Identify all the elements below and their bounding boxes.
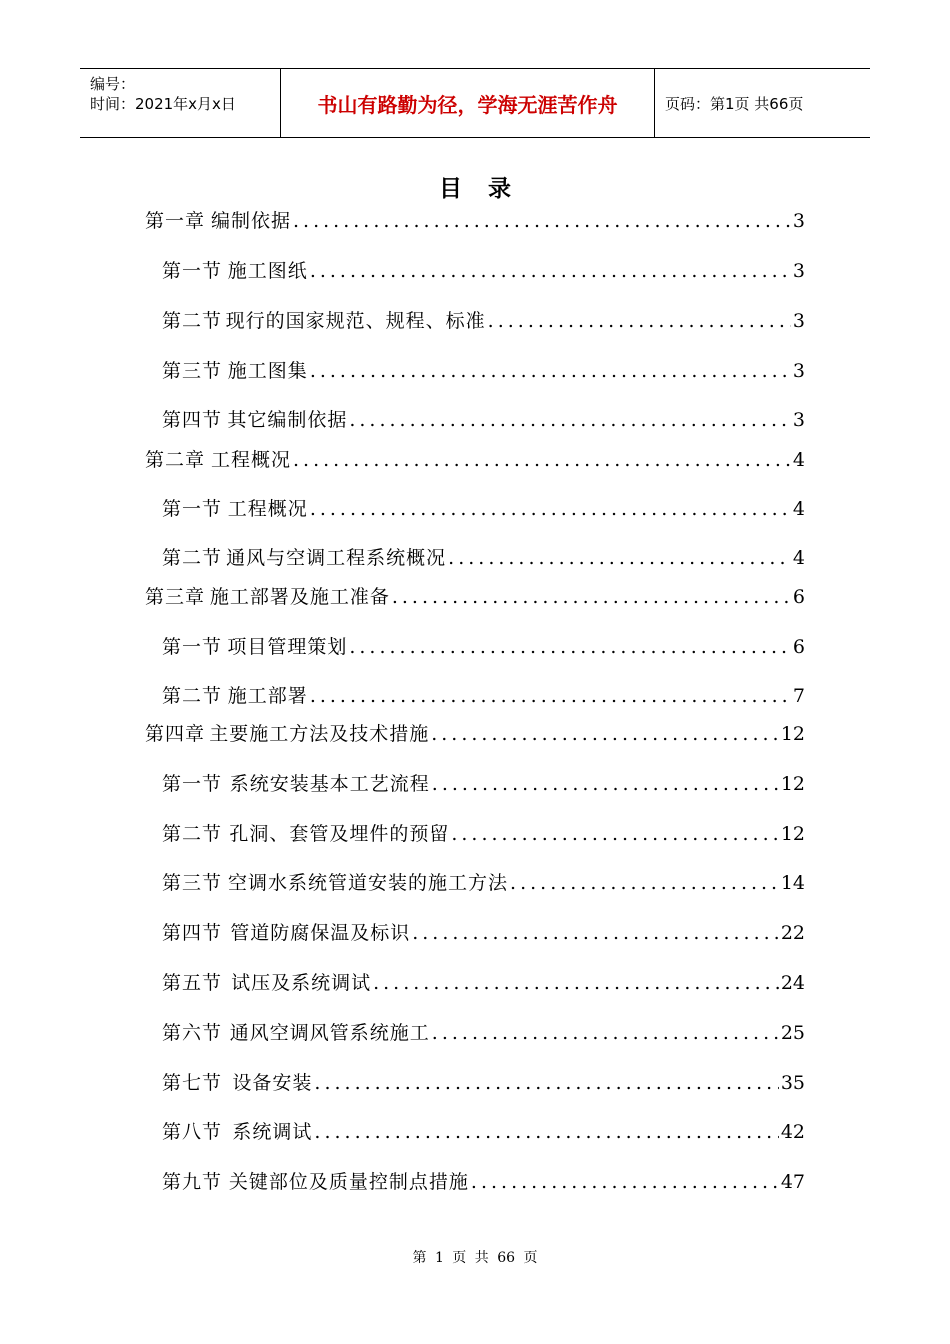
toc-entry-number: 第四节 <box>162 922 223 944</box>
toc-entry-title: 施工部署 <box>227 685 308 707</box>
toc-entry-page: 6 <box>792 636 805 658</box>
toc-dot-leader <box>392 584 791 610</box>
toc-entry-number: 第二节 <box>162 823 223 845</box>
toc-section-entry[interactable] <box>162 496 805 522</box>
toc-entry-number: 第九节 <box>162 1171 223 1193</box>
toc-entry-page: 25 <box>780 1022 805 1044</box>
toc-section-entry[interactable] <box>162 870 805 896</box>
toc-entry-page: 12 <box>780 723 805 745</box>
toc-dot-leader <box>488 308 791 334</box>
toc-entry-number: 第四节 <box>162 409 223 431</box>
toc-dot-leader <box>432 1020 779 1046</box>
toc-chapter-entry[interactable] <box>145 584 805 610</box>
toc-entry-number: 第八节 <box>162 1121 223 1143</box>
toc-entry-number: 第四章 <box>145 723 206 745</box>
toc-entry-title: 工程概况 <box>227 498 308 520</box>
toc-entry-number: 第二节 <box>162 547 223 569</box>
toc-entry-title: 施工图集 <box>227 360 308 382</box>
toc-entry-page: 14 <box>780 872 805 894</box>
toc-entry-title: 现行的国家规范、规程、标准 <box>225 310 486 332</box>
toc-entry-number: 第三节 <box>162 360 223 382</box>
toc-entry-page: 3 <box>792 260 805 282</box>
toc-dot-leader <box>451 821 778 847</box>
toc-entry-number: 第二节 <box>162 685 223 707</box>
toc-entry-title: 工程概况 <box>211 449 292 471</box>
toc-dot-leader <box>412 920 779 946</box>
toc-entry-page: 4 <box>792 498 805 520</box>
toc-entry-title: 通风与空调工程系统概况 <box>226 547 447 569</box>
toc-dot-leader <box>373 970 779 996</box>
page-header <box>80 68 870 138</box>
toc-dot-leader <box>471 1169 779 1195</box>
toc-dot-leader <box>310 683 791 709</box>
toc-section-entry[interactable] <box>162 634 805 660</box>
toc-entry-title: 施工部署及施工准备 <box>209 586 390 608</box>
toc-dot-leader <box>432 771 779 797</box>
toc-entry-page: 47 <box>780 1171 805 1193</box>
toc-entry-page: 24 <box>780 972 805 994</box>
header-meta <box>80 69 281 137</box>
toc-entry-number: 第三节 <box>162 872 223 894</box>
toc-entry-page: 7 <box>792 685 805 707</box>
toc-entry-title: 其它编制依据 <box>227 409 348 431</box>
header-page-info: 页码：第1页 共66页 <box>665 94 804 113</box>
toc-entry-number: 第一章 <box>145 210 206 232</box>
toc-entry-title: 系统调试 <box>232 1121 313 1143</box>
toc-section-entry[interactable] <box>162 821 805 847</box>
toc-dot-leader <box>310 358 791 384</box>
toc-section-entry[interactable] <box>162 683 805 709</box>
toc-entry-title: 空调水系统管道安装的施工方法 <box>228 872 509 894</box>
toc-entry-page: 6 <box>792 586 805 608</box>
page-footer: 第 1 页 共 66 页 <box>412 1250 538 1266</box>
toc-entry-number: 第一节 <box>162 773 223 795</box>
toc-dot-leader <box>314 1070 778 1096</box>
toc-entry-page: 3 <box>792 210 805 232</box>
toc-entry-number: 第二章 <box>145 449 206 471</box>
toc-section-entry[interactable] <box>162 258 805 284</box>
toc-entry-title: 主要施工方法及技术措施 <box>209 723 430 745</box>
toc-section-entry[interactable] <box>162 545 805 571</box>
toc-entry-title: 设备安装 <box>232 1072 313 1094</box>
toc-entry-title: 施工图纸 <box>227 260 308 282</box>
document-number-label: 编号： <box>90 75 136 93</box>
toc-dot-leader <box>431 721 779 747</box>
toc-entry-title: 通风空调风管系统施工 <box>229 1022 430 1044</box>
toc-entry-number: 第一节 <box>162 498 223 520</box>
toc-section-entry[interactable] <box>162 358 805 384</box>
toc-entry-page: 3 <box>792 360 805 382</box>
toc-dot-leader <box>349 634 791 660</box>
toc-entry-page: 12 <box>780 823 805 845</box>
toc-section-entry[interactable] <box>162 920 805 946</box>
toc-section-entry[interactable] <box>162 1119 805 1145</box>
toc-title: 目录 <box>439 176 537 202</box>
toc-section-entry[interactable] <box>162 1020 805 1046</box>
toc-dot-leader <box>293 208 791 234</box>
toc-dot-leader <box>293 447 791 473</box>
toc-entry-page: 22 <box>780 922 805 944</box>
toc-entry-page: 3 <box>792 310 805 332</box>
document-time-label: 时间：2021年x月x日 <box>90 95 236 113</box>
toc-entry-number: 第一节 <box>162 636 223 658</box>
toc-entry-number: 第三章 <box>145 586 206 608</box>
toc-entry-page: 4 <box>792 547 805 569</box>
toc-entry-number: 第五节 <box>162 972 223 994</box>
toc-dot-leader <box>310 258 791 284</box>
toc-dot-leader <box>349 407 791 433</box>
toc-section-entry[interactable] <box>162 771 805 797</box>
toc-dot-leader <box>314 1119 778 1145</box>
toc-entry-page: 12 <box>780 773 805 795</box>
toc-entry-title: 孔洞、套管及埋件的预留 <box>229 823 450 845</box>
toc-entry-number: 第一节 <box>162 260 223 282</box>
toc-entry-title: 试压及系统调试 <box>231 972 372 994</box>
toc-chapter-entry[interactable] <box>145 447 805 473</box>
toc-chapter-entry[interactable] <box>145 208 805 234</box>
toc-entry-page: 4 <box>792 449 805 471</box>
toc-section-entry[interactable] <box>162 407 805 433</box>
toc-entry-page: 42 <box>780 1121 805 1143</box>
toc-entry-number: 第七节 <box>162 1072 223 1094</box>
header-motto: 书山有路勤为径，学海无涯苦作舟 <box>281 69 655 137</box>
toc-entry-page: 35 <box>780 1072 805 1094</box>
toc-entry-title: 项目管理策划 <box>227 636 348 658</box>
toc-entry-title: 系统安装基本工艺流程 <box>229 773 430 795</box>
toc-dot-leader <box>448 545 791 571</box>
toc-section-entry[interactable] <box>162 1070 805 1096</box>
toc-chapter-entry[interactable] <box>145 721 805 747</box>
toc-section-entry[interactable] <box>162 970 805 996</box>
toc-entry-title: 编制依据 <box>211 210 292 232</box>
toc-entry-page: 3 <box>792 409 805 431</box>
toc-dot-leader <box>310 496 791 522</box>
toc-dot-leader <box>510 870 779 896</box>
toc-section-entry[interactable] <box>162 308 805 334</box>
toc-section-entry[interactable] <box>162 1169 805 1195</box>
toc-entry-number: 第二节 <box>162 310 223 332</box>
toc-entry-title: 关键部位及质量控制点措施 <box>228 1171 469 1193</box>
toc-entry-title: 管道防腐保温及标识 <box>230 922 411 944</box>
toc-entry-number: 第六节 <box>162 1022 223 1044</box>
